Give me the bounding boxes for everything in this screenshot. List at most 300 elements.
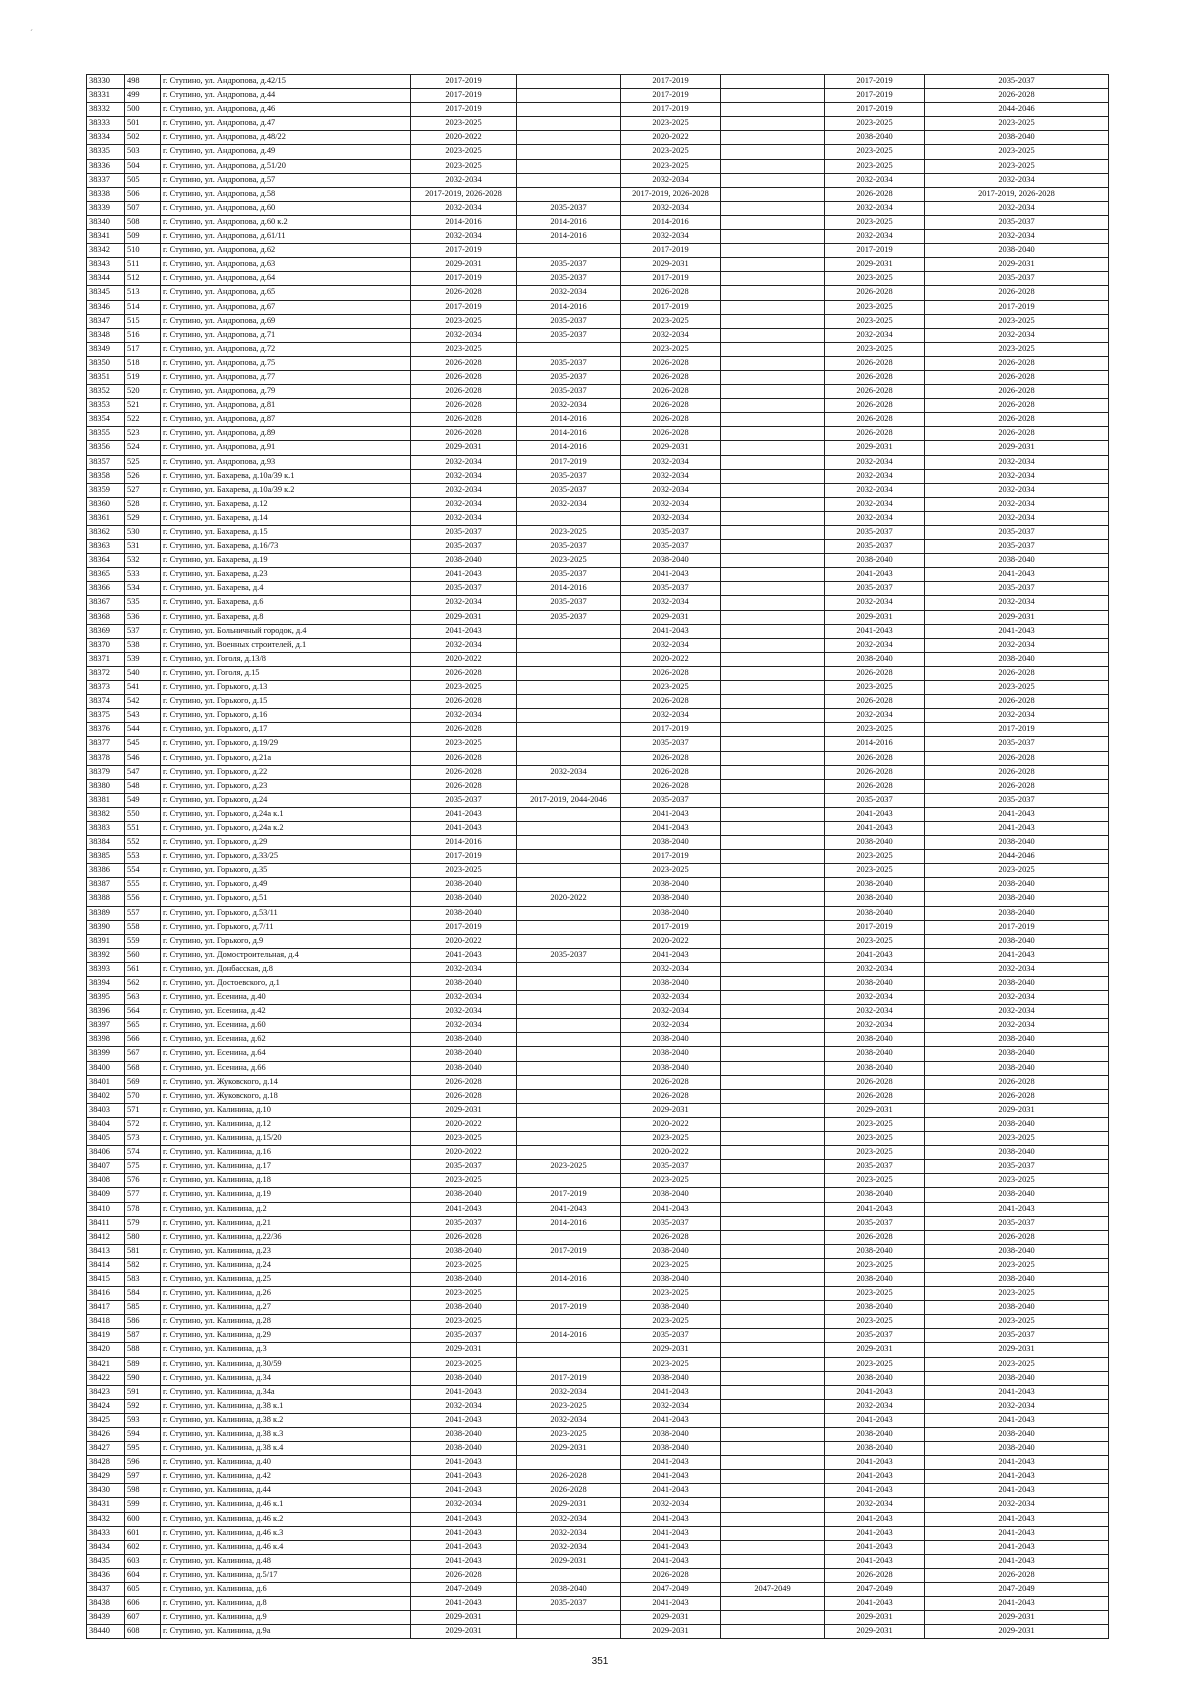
cell-address: г. Ступино, ул. Бахарева, д.4 (161, 582, 411, 596)
cell-item-number: 553 (125, 850, 161, 864)
table-row (87, 399, 1109, 413)
cell-period-3: 2026-2028 (621, 779, 721, 793)
cell-item-number: 528 (125, 497, 161, 511)
cell-period-5: 2026-2028 (825, 413, 925, 427)
cell-item-number: 579 (125, 1216, 161, 1230)
cell-address: г. Ступино, ул. Калинина, д.40 (161, 1456, 411, 1470)
cell-period-2 (517, 737, 621, 751)
cell-item-number: 539 (125, 652, 161, 666)
cell-period-6: 2032-2034 (925, 991, 1109, 1005)
table-row (87, 300, 1109, 314)
cell-period-1: 2041-2043 (411, 1385, 517, 1399)
cell-period-2: 2035-2037 (517, 596, 621, 610)
cell-period-3: 2038-2040 (621, 1033, 721, 1047)
cell-address: г. Ступино, ул. Жуковского, д.14 (161, 1075, 411, 1089)
cell-record-id: 38359 (87, 483, 125, 497)
cell-period-3: 2038-2040 (621, 1244, 721, 1258)
cell-address: г. Ступино, ул. Андропова, д.58 (161, 187, 411, 201)
cell-period-2 (517, 1357, 621, 1371)
cell-period-3: 2032-2034 (621, 328, 721, 342)
cell-period-1: 2023-2025 (411, 681, 517, 695)
cell-period-3: 2038-2040 (621, 1272, 721, 1286)
cell-period-1: 2017-2019 (411, 75, 517, 89)
cell-item-number: 503 (125, 145, 161, 159)
cell-period-5: 2038-2040 (825, 554, 925, 568)
cell-period-5: 2038-2040 (825, 131, 925, 145)
cell-period-6: 2041-2043 (925, 1554, 1109, 1568)
cell-address: г. Ступино, ул. Андропова, д.91 (161, 441, 411, 455)
cell-period-1: 2038-2040 (411, 977, 517, 991)
cell-period-6: 2038-2040 (925, 652, 1109, 666)
cell-record-id: 38376 (87, 723, 125, 737)
cell-period-3: 2026-2028 (621, 427, 721, 441)
cell-record-id: 38363 (87, 540, 125, 554)
cell-item-number: 569 (125, 1075, 161, 1089)
cell-period-5: 2023-2025 (825, 850, 925, 864)
cell-period-6: 2029-2031 (925, 610, 1109, 624)
cell-period-4 (721, 385, 825, 399)
cell-item-number: 499 (125, 89, 161, 103)
cell-period-5: 2029-2031 (825, 258, 925, 272)
cell-period-3: 2035-2037 (621, 540, 721, 554)
cell-period-2 (517, 681, 621, 695)
cell-period-2 (517, 666, 621, 680)
cell-period-5: 2038-2040 (825, 1301, 925, 1315)
table-row (87, 737, 1109, 751)
cell-period-6: 2032-2034 (925, 469, 1109, 483)
cell-item-number: 532 (125, 554, 161, 568)
cell-period-4 (721, 511, 825, 525)
cell-record-id: 38410 (87, 1202, 125, 1216)
cell-item-number: 516 (125, 328, 161, 342)
cell-period-2 (517, 89, 621, 103)
cell-period-6: 2032-2034 (925, 328, 1109, 342)
cell-item-number: 521 (125, 399, 161, 413)
cell-period-3: 2023-2025 (621, 342, 721, 356)
cell-period-6: 2038-2040 (925, 1033, 1109, 1047)
cell-item-number: 525 (125, 455, 161, 469)
cell-period-6: 2035-2037 (925, 1329, 1109, 1343)
cell-address: г. Ступино, ул. Андропова, д.75 (161, 356, 411, 370)
cell-record-id: 38408 (87, 1174, 125, 1188)
table-row (87, 1103, 1109, 1117)
cell-record-id: 38435 (87, 1554, 125, 1568)
cell-item-number: 587 (125, 1329, 161, 1343)
cell-period-5: 2041-2043 (825, 1554, 925, 1568)
cell-period-2: 2038-2040 (517, 1583, 621, 1597)
table-row (87, 427, 1109, 441)
cell-period-6: 2029-2031 (925, 258, 1109, 272)
cell-period-1: 2020-2022 (411, 1117, 517, 1131)
cell-period-6: 2032-2034 (925, 497, 1109, 511)
cell-period-5: 2023-2025 (825, 1315, 925, 1329)
cell-period-4 (721, 596, 825, 610)
table-row (87, 1540, 1109, 1554)
cell-item-number: 498 (125, 75, 161, 89)
cell-period-2 (517, 1089, 621, 1103)
cell-item-number: 577 (125, 1188, 161, 1202)
cell-period-4 (721, 906, 825, 920)
cell-period-4 (721, 934, 825, 948)
cell-period-1: 2017-2019 (411, 920, 517, 934)
cell-period-4 (721, 1117, 825, 1131)
cell-record-id: 38432 (87, 1512, 125, 1526)
cell-period-1: 2032-2034 (411, 173, 517, 187)
cell-address: г. Ступино, ул. Андропова, д.51/20 (161, 159, 411, 173)
cell-address: г. Ступино, ул. Горького, д.7/11 (161, 920, 411, 934)
cell-period-3: 2041-2043 (621, 948, 721, 962)
table-row (87, 779, 1109, 793)
table-row (87, 709, 1109, 723)
cell-item-number: 547 (125, 765, 161, 779)
cell-record-id: 38414 (87, 1258, 125, 1272)
table-row (87, 1202, 1109, 1216)
cell-address: г. Ступино, ул. Горького, д.19/29 (161, 737, 411, 751)
table-row (87, 1301, 1109, 1315)
cell-period-1: 2029-2031 (411, 1625, 517, 1639)
cell-period-3: 2017-2019 (621, 103, 721, 117)
cell-period-2: 2014-2016 (517, 230, 621, 244)
cell-item-number: 509 (125, 230, 161, 244)
cell-period-2: 2029-2031 (517, 1498, 621, 1512)
cell-address: г. Ступино, ул. Калинина, д.12 (161, 1117, 411, 1131)
table-row (87, 723, 1109, 737)
cell-record-id: 38367 (87, 596, 125, 610)
cell-address: г. Ступино, ул. Калинина, д.34 (161, 1371, 411, 1385)
cell-item-number: 601 (125, 1526, 161, 1540)
cell-period-4 (721, 1611, 825, 1625)
cell-period-6: 2026-2028 (925, 666, 1109, 680)
cell-period-4 (721, 554, 825, 568)
cell-period-4 (721, 1625, 825, 1639)
cell-period-4 (721, 666, 825, 680)
table-row (87, 878, 1109, 892)
cell-period-2 (517, 920, 621, 934)
cell-period-4 (721, 1216, 825, 1230)
cell-record-id: 38358 (87, 469, 125, 483)
cell-period-4 (721, 1047, 825, 1061)
cell-period-5: 2047-2049 (825, 1583, 925, 1597)
cell-period-5: 2038-2040 (825, 836, 925, 850)
table-row (87, 215, 1109, 229)
cell-period-4 (721, 1160, 825, 1174)
cell-period-5: 2023-2025 (825, 215, 925, 229)
cell-record-id: 38409 (87, 1188, 125, 1202)
table-row (87, 962, 1109, 976)
table-row (87, 75, 1109, 89)
cell-address: г. Ступино, ул. Бахарева, д.12 (161, 497, 411, 511)
cell-period-5: 2035-2037 (825, 793, 925, 807)
cell-period-4 (721, 342, 825, 356)
cell-period-6: 2026-2028 (925, 356, 1109, 370)
cell-address: г. Ступино, ул. Калинина, д.22/36 (161, 1230, 411, 1244)
table-row (87, 342, 1109, 356)
table-row (87, 497, 1109, 511)
cell-period-3: 2023-2025 (621, 681, 721, 695)
cell-period-1: 2041-2043 (411, 624, 517, 638)
cell-period-1: 2014-2016 (411, 836, 517, 850)
table-row (87, 1371, 1109, 1385)
table-row (87, 272, 1109, 286)
cell-record-id: 38388 (87, 892, 125, 906)
cell-item-number: 548 (125, 779, 161, 793)
cell-item-number: 581 (125, 1244, 161, 1258)
cell-address: г. Ступино, ул. Горького, д.9 (161, 934, 411, 948)
cell-period-4 (721, 1244, 825, 1258)
cell-period-4 (721, 1258, 825, 1272)
cell-period-5: 2026-2028 (825, 385, 925, 399)
cell-record-id: 38430 (87, 1484, 125, 1498)
cell-period-5: 2041-2043 (825, 1526, 925, 1540)
cell-period-1: 2041-2043 (411, 568, 517, 582)
cell-period-6: 2026-2028 (925, 1568, 1109, 1582)
cell-item-number: 582 (125, 1258, 161, 1272)
table-row (87, 244, 1109, 258)
table-row (87, 821, 1109, 835)
table-row (87, 765, 1109, 779)
cell-address: г. Ступино, ул. Калинина, д.16 (161, 1146, 411, 1160)
cell-period-5: 2038-2040 (825, 878, 925, 892)
cell-period-6: 2023-2025 (925, 1132, 1109, 1146)
cell-period-4 (721, 1470, 825, 1484)
cell-item-number: 523 (125, 427, 161, 441)
cell-period-3: 2038-2040 (621, 906, 721, 920)
cell-item-number: 507 (125, 201, 161, 215)
cell-period-5: 2026-2028 (825, 399, 925, 413)
table-row (87, 117, 1109, 131)
cell-period-2 (517, 836, 621, 850)
cell-period-5: 2026-2028 (825, 286, 925, 300)
cell-item-number: 597 (125, 1470, 161, 1484)
cell-period-1: 2023-2025 (411, 314, 517, 328)
cell-record-id: 38429 (87, 1470, 125, 1484)
scan-mark: ´ (30, 28, 33, 38)
cell-period-2: 2014-2016 (517, 582, 621, 596)
cell-period-1: 2041-2043 (411, 1202, 517, 1216)
cell-period-6: 2038-2040 (925, 1428, 1109, 1442)
cell-period-6: 2041-2043 (925, 1202, 1109, 1216)
cell-period-6: 2023-2025 (925, 145, 1109, 159)
cell-period-6: 2035-2037 (925, 1216, 1109, 1230)
table-row (87, 934, 1109, 948)
cell-period-2: 2017-2019 (517, 1371, 621, 1385)
table-row (87, 1230, 1109, 1244)
cell-period-1: 2041-2043 (411, 1597, 517, 1611)
cell-period-3: 2047-2049 (621, 1583, 721, 1597)
cell-period-1: 2035-2037 (411, 1216, 517, 1230)
cell-period-4 (721, 1146, 825, 1160)
cell-item-number: 580 (125, 1230, 161, 1244)
cell-period-5: 2041-2043 (825, 948, 925, 962)
cell-period-1: 2032-2034 (411, 511, 517, 525)
cell-period-5: 2026-2028 (825, 1089, 925, 1103)
cell-address: г. Ступино, ул. Калинина, д.15/20 (161, 1132, 411, 1146)
table-row (87, 652, 1109, 666)
cell-period-4 (721, 1329, 825, 1343)
cell-record-id: 38407 (87, 1160, 125, 1174)
cell-record-id: 38342 (87, 244, 125, 258)
cell-period-6: 2044-2046 (925, 103, 1109, 117)
cell-item-number: 583 (125, 1272, 161, 1286)
cell-period-6: 2038-2040 (925, 1301, 1109, 1315)
cell-period-2: 2014-2016 (517, 300, 621, 314)
cell-period-4 (721, 300, 825, 314)
cell-period-2: 2023-2025 (517, 1399, 621, 1413)
cell-period-4 (721, 526, 825, 540)
cell-period-3: 2026-2028 (621, 413, 721, 427)
cell-address: г. Ступино, ул. Калинина, д.23 (161, 1244, 411, 1258)
table-row (87, 103, 1109, 117)
cell-period-2: 2023-2025 (517, 1160, 621, 1174)
cell-period-2 (517, 864, 621, 878)
cell-period-5: 2026-2028 (825, 751, 925, 765)
cell-period-2 (517, 187, 621, 201)
cell-period-3: 2026-2028 (621, 1230, 721, 1244)
cell-item-number: 575 (125, 1160, 161, 1174)
cell-period-3: 2020-2022 (621, 934, 721, 948)
cell-period-5: 2026-2028 (825, 356, 925, 370)
table-row (87, 1413, 1109, 1427)
cell-period-4 (721, 1033, 825, 1047)
cell-period-4 (721, 469, 825, 483)
cell-period-1: 2035-2037 (411, 793, 517, 807)
cell-period-3: 2038-2040 (621, 554, 721, 568)
cell-record-id: 38370 (87, 638, 125, 652)
cell-record-id: 38347 (87, 314, 125, 328)
cell-period-1: 2023-2025 (411, 1174, 517, 1188)
cell-period-6: 2026-2028 (925, 1075, 1109, 1089)
cell-period-3: 2038-2040 (621, 1188, 721, 1202)
cell-period-3: 2020-2022 (621, 652, 721, 666)
table-row (87, 1442, 1109, 1456)
cell-period-4 (721, 582, 825, 596)
cell-period-3: 2038-2040 (621, 1047, 721, 1061)
cell-period-1: 2035-2037 (411, 582, 517, 596)
cell-period-5: 2029-2031 (825, 441, 925, 455)
table-row (87, 1498, 1109, 1512)
cell-item-number: 558 (125, 920, 161, 934)
cell-period-2 (517, 117, 621, 131)
cell-period-5: 2038-2040 (825, 1061, 925, 1075)
cell-period-6: 2047-2049 (925, 1583, 1109, 1597)
cell-period-5: 2026-2028 (825, 187, 925, 201)
cell-address: г. Ступино, ул. Калинина, д.46 к.1 (161, 1498, 411, 1512)
cell-period-3: 2041-2043 (621, 1526, 721, 1540)
cell-address: г. Ступино, ул. Калинина, д.9а (161, 1625, 411, 1639)
table-row (87, 1484, 1109, 1498)
cell-period-1: 2023-2025 (411, 864, 517, 878)
cell-period-3: 2035-2037 (621, 526, 721, 540)
cell-address: г. Ступино, ул. Андропова, д.47 (161, 117, 411, 131)
cell-period-1: 2032-2034 (411, 1019, 517, 1033)
cell-record-id: 38339 (87, 201, 125, 215)
cell-period-4 (721, 1371, 825, 1385)
cell-period-6: 2032-2034 (925, 596, 1109, 610)
cell-period-5: 2029-2031 (825, 610, 925, 624)
cell-period-5: 2032-2034 (825, 638, 925, 652)
cell-period-3: 2038-2040 (621, 836, 721, 850)
table-row (87, 1075, 1109, 1089)
cell-address: г. Ступино, ул. Калинина, д.38 к.2 (161, 1413, 411, 1427)
cell-item-number: 591 (125, 1385, 161, 1399)
cell-period-1: 2038-2040 (411, 1428, 517, 1442)
cell-period-6: 2035-2037 (925, 526, 1109, 540)
table-row (87, 1385, 1109, 1399)
table-row (87, 1456, 1109, 1470)
cell-period-6: 2026-2028 (925, 89, 1109, 103)
cell-period-2: 2032-2034 (517, 399, 621, 413)
cell-period-2 (517, 244, 621, 258)
cell-period-5: 2023-2025 (825, 681, 925, 695)
cell-period-4 (721, 1385, 825, 1399)
cell-item-number: 519 (125, 370, 161, 384)
table-row (87, 850, 1109, 864)
cell-period-6: 2041-2043 (925, 1597, 1109, 1611)
cell-address: г. Ступино, ул. Андропова, д.69 (161, 314, 411, 328)
cell-period-5: 2017-2019 (825, 244, 925, 258)
cell-period-5: 2032-2034 (825, 1005, 925, 1019)
cell-item-number: 520 (125, 385, 161, 399)
cell-period-5: 2032-2034 (825, 511, 925, 525)
cell-period-4 (721, 1005, 825, 1019)
cell-period-6: 2035-2037 (925, 75, 1109, 89)
table-row (87, 1568, 1109, 1582)
cell-period-1: 2014-2016 (411, 215, 517, 229)
cell-address: г. Ступино, ул. Андропова, д.64 (161, 272, 411, 286)
cell-record-id: 38394 (87, 977, 125, 991)
table-row (87, 582, 1109, 596)
table-row (87, 1019, 1109, 1033)
cell-record-id: 38427 (87, 1442, 125, 1456)
cell-period-5: 2041-2043 (825, 568, 925, 582)
cell-period-3: 2023-2025 (621, 1287, 721, 1301)
cell-period-3: 2041-2043 (621, 1597, 721, 1611)
table-row (87, 1244, 1109, 1258)
cell-period-1: 2029-2031 (411, 258, 517, 272)
cell-period-2 (517, 1061, 621, 1075)
cell-period-3: 2041-2043 (621, 1413, 721, 1427)
table-row (87, 1272, 1109, 1286)
cell-period-3: 2041-2043 (621, 1540, 721, 1554)
cell-period-5: 2023-2025 (825, 300, 925, 314)
cell-record-id: 38428 (87, 1456, 125, 1470)
cell-item-number: 555 (125, 878, 161, 892)
cell-address: г. Ступино, ул. Горького, д.53/11 (161, 906, 411, 920)
cell-item-number: 567 (125, 1047, 161, 1061)
cell-period-5: 2038-2040 (825, 1428, 925, 1442)
cell-record-id: 38423 (87, 1385, 125, 1399)
cell-address: г. Ступино, ул. Калинина, д.25 (161, 1272, 411, 1286)
cell-period-5: 2032-2034 (825, 596, 925, 610)
cell-period-6: 2023-2025 (925, 1315, 1109, 1329)
cell-address: г. Ступино, ул. Калинина, д.3 (161, 1343, 411, 1357)
cell-period-3: 2041-2043 (621, 568, 721, 582)
cell-address: г. Ступино, ул. Калинина, д.19 (161, 1188, 411, 1202)
cell-period-2: 2035-2037 (517, 948, 621, 962)
cell-period-5: 2041-2043 (825, 1385, 925, 1399)
cell-address: г. Ступино, ул. Бахарева, д.10а/39 к.1 (161, 469, 411, 483)
cell-period-4 (721, 272, 825, 286)
cell-item-number: 566 (125, 1033, 161, 1047)
cell-period-1: 2026-2028 (411, 286, 517, 300)
cell-period-1: 2032-2034 (411, 1498, 517, 1512)
cell-period-4 (721, 850, 825, 864)
cell-record-id: 38437 (87, 1583, 125, 1597)
cell-period-3: 2035-2037 (621, 793, 721, 807)
cell-period-4 (721, 962, 825, 976)
cell-period-2: 2035-2037 (517, 258, 621, 272)
cell-record-id: 38377 (87, 737, 125, 751)
